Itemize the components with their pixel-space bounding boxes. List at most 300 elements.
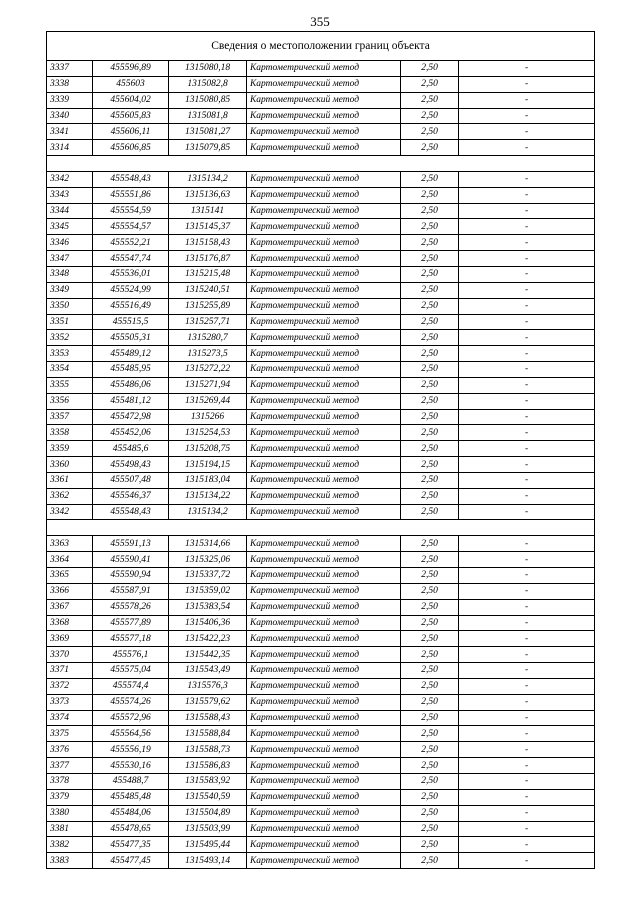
y-coordinate-cell: 1315080,18 xyxy=(169,61,247,77)
x-coordinate-cell: 455488,7 xyxy=(93,773,169,789)
point-number-cell: 3340 xyxy=(47,108,93,124)
table-row xyxy=(47,583,595,599)
point-number-cell: 3344 xyxy=(47,203,93,219)
y-coordinate-cell: 1315273,5 xyxy=(169,346,247,362)
method-cell: Картометрический метод xyxy=(247,599,401,615)
accuracy-cell: 2,50 xyxy=(401,346,459,362)
description-cell: - xyxy=(459,441,595,457)
point-number-cell: 3365 xyxy=(47,568,93,584)
x-coordinate-cell: 455485,6 xyxy=(93,441,169,457)
accuracy-cell: 2,50 xyxy=(401,472,459,488)
method-cell: Картометрический метод xyxy=(247,758,401,774)
method-cell: Картометрический метод xyxy=(247,362,401,378)
table-row xyxy=(47,251,595,267)
x-coordinate-cell: 455591,13 xyxy=(93,536,169,552)
y-coordinate-cell: 1315337,72 xyxy=(169,568,247,584)
method-cell: Картометрический метод xyxy=(247,393,401,409)
accuracy-cell: 2,50 xyxy=(401,694,459,710)
description-cell: - xyxy=(459,235,595,251)
table-row xyxy=(47,488,595,504)
point-number-cell: 3351 xyxy=(47,314,93,330)
method-cell: Картометрический метод xyxy=(247,504,401,520)
point-number-cell: 3347 xyxy=(47,251,93,267)
description-cell: - xyxy=(459,694,595,710)
method-cell: Картометрический метод xyxy=(247,314,401,330)
contour-separator-row xyxy=(47,520,595,536)
accuracy-cell: 2,50 xyxy=(401,140,459,156)
description-cell: - xyxy=(459,251,595,267)
description-cell: - xyxy=(459,61,595,77)
y-coordinate-cell: 1315080,85 xyxy=(169,92,247,108)
point-number-cell: 3341 xyxy=(47,124,93,140)
x-coordinate-cell: 455498,43 xyxy=(93,457,169,473)
y-coordinate-cell: 1315266 xyxy=(169,409,247,425)
table-row xyxy=(47,615,595,631)
table-row xyxy=(47,298,595,314)
accuracy-cell: 2,50 xyxy=(401,568,459,584)
accuracy-cell: 2,50 xyxy=(401,631,459,647)
point-number-cell: 3342 xyxy=(47,171,93,187)
method-cell: Картометрический метод xyxy=(247,472,401,488)
description-cell: - xyxy=(459,663,595,679)
description-cell: - xyxy=(459,821,595,837)
y-coordinate-cell: 1315082,8 xyxy=(169,76,247,92)
accuracy-cell: 2,50 xyxy=(401,758,459,774)
table-row xyxy=(47,773,595,789)
description-cell: - xyxy=(459,853,595,869)
x-coordinate-cell: 455605,83 xyxy=(93,108,169,124)
accuracy-cell: 2,50 xyxy=(401,488,459,504)
table-row xyxy=(47,282,595,298)
table-row xyxy=(47,76,595,92)
accuracy-cell: 2,50 xyxy=(401,821,459,837)
point-number-cell: 3381 xyxy=(47,821,93,837)
description-cell: - xyxy=(459,346,595,362)
accuracy-cell: 2,50 xyxy=(401,314,459,330)
table-row xyxy=(47,330,595,346)
page-number: 355 xyxy=(310,14,330,29)
description-cell: - xyxy=(459,647,595,663)
y-coordinate-cell: 1315208,75 xyxy=(169,441,247,457)
method-cell: Картометрический метод xyxy=(247,726,401,742)
description-cell: - xyxy=(459,599,595,615)
x-coordinate-cell: 455530,16 xyxy=(93,758,169,774)
table-row xyxy=(47,362,595,378)
point-number-cell: 3337 xyxy=(47,61,93,77)
table-row xyxy=(47,203,595,219)
description-cell: - xyxy=(459,773,595,789)
description-cell: - xyxy=(459,472,595,488)
table-row xyxy=(47,599,595,615)
y-coordinate-cell: 1315134,2 xyxy=(169,171,247,187)
accuracy-cell: 2,50 xyxy=(401,377,459,393)
x-coordinate-cell: 455548,43 xyxy=(93,504,169,520)
x-coordinate-cell: 455576,1 xyxy=(93,647,169,663)
table-row xyxy=(47,409,595,425)
accuracy-cell: 2,50 xyxy=(401,266,459,282)
x-coordinate-cell: 455486,06 xyxy=(93,377,169,393)
method-cell: Картометрический метод xyxy=(247,377,401,393)
y-coordinate-cell: 1315272,22 xyxy=(169,362,247,378)
accuracy-cell: 2,50 xyxy=(401,235,459,251)
accuracy-cell: 2,50 xyxy=(401,393,459,409)
accuracy-cell: 2,50 xyxy=(401,536,459,552)
point-number-cell: 3358 xyxy=(47,425,93,441)
table-row xyxy=(47,552,595,568)
accuracy-cell: 2,50 xyxy=(401,805,459,821)
y-coordinate-cell: 1315583,92 xyxy=(169,773,247,789)
y-coordinate-cell: 1315081,8 xyxy=(169,108,247,124)
method-cell: Картометрический метод xyxy=(247,615,401,631)
point-number-cell: 3362 xyxy=(47,488,93,504)
point-number-cell: 3371 xyxy=(47,663,93,679)
method-cell: Картометрический метод xyxy=(247,678,401,694)
point-number-cell: 3348 xyxy=(47,266,93,282)
description-cell: - xyxy=(459,314,595,330)
table-caption-row xyxy=(47,32,595,61)
y-coordinate-cell: 1315240,51 xyxy=(169,282,247,298)
x-coordinate-cell: 455548,43 xyxy=(93,171,169,187)
table-row xyxy=(47,853,595,869)
description-cell: - xyxy=(459,203,595,219)
description-cell: - xyxy=(459,805,595,821)
x-coordinate-cell: 455603 xyxy=(93,76,169,92)
method-cell: Картометрический метод xyxy=(247,441,401,457)
point-number-cell: 3377 xyxy=(47,758,93,774)
x-coordinate-cell: 455547,74 xyxy=(93,251,169,267)
y-coordinate-cell: 1315280,7 xyxy=(169,330,247,346)
description-cell: - xyxy=(459,187,595,203)
point-number-cell: 3355 xyxy=(47,377,93,393)
accuracy-cell: 2,50 xyxy=(401,837,459,853)
table-row xyxy=(47,758,595,774)
method-cell: Картометрический метод xyxy=(247,536,401,552)
point-number-cell: 3368 xyxy=(47,615,93,631)
accuracy-cell: 2,50 xyxy=(401,61,459,77)
method-cell: Картометрический метод xyxy=(247,694,401,710)
x-coordinate-cell: 455485,48 xyxy=(93,789,169,805)
method-cell: Картометрический метод xyxy=(247,488,401,504)
y-coordinate-cell: 1315325,06 xyxy=(169,552,247,568)
x-coordinate-cell: 455546,37 xyxy=(93,488,169,504)
table-row xyxy=(47,219,595,235)
y-coordinate-cell: 1315145,37 xyxy=(169,219,247,235)
x-coordinate-cell: 455516,49 xyxy=(93,298,169,314)
x-coordinate-cell: 455575,04 xyxy=(93,663,169,679)
description-cell: - xyxy=(459,362,595,378)
x-coordinate-cell: 455484,06 xyxy=(93,805,169,821)
point-number-cell: 3339 xyxy=(47,92,93,108)
method-cell: Картометрический метод xyxy=(247,76,401,92)
contour-separator-row xyxy=(47,156,595,172)
method-cell: Картометрический метод xyxy=(247,568,401,584)
accuracy-cell: 2,50 xyxy=(401,853,459,869)
x-coordinate-cell: 455564,56 xyxy=(93,726,169,742)
table-row xyxy=(47,171,595,187)
method-cell: Картометрический метод xyxy=(247,251,401,267)
method-cell: Картометрический метод xyxy=(247,219,401,235)
point-number-cell: 3370 xyxy=(47,647,93,663)
description-cell: - xyxy=(459,298,595,314)
point-number-cell: 3382 xyxy=(47,837,93,853)
accuracy-cell: 2,50 xyxy=(401,171,459,187)
method-cell: Картометрический метод xyxy=(247,108,401,124)
y-coordinate-cell: 1315257,71 xyxy=(169,314,247,330)
y-coordinate-cell: 1315576,3 xyxy=(169,678,247,694)
point-number-cell: 3364 xyxy=(47,552,93,568)
y-coordinate-cell: 1315176,87 xyxy=(169,251,247,267)
description-cell: - xyxy=(459,124,595,140)
x-coordinate-cell: 455477,45 xyxy=(93,853,169,869)
accuracy-cell: 2,50 xyxy=(401,583,459,599)
point-number-cell: 3345 xyxy=(47,219,93,235)
separator-cell xyxy=(47,520,595,536)
table-row xyxy=(47,821,595,837)
x-coordinate-cell: 455606,85 xyxy=(93,140,169,156)
accuracy-cell: 2,50 xyxy=(401,251,459,267)
table-row xyxy=(47,663,595,679)
y-coordinate-cell: 1315359,02 xyxy=(169,583,247,599)
table-row xyxy=(47,425,595,441)
method-cell: Картометрический метод xyxy=(247,710,401,726)
x-coordinate-cell: 455478,65 xyxy=(93,821,169,837)
x-coordinate-cell: 455578,26 xyxy=(93,599,169,615)
x-coordinate-cell: 455552,21 xyxy=(93,235,169,251)
y-coordinate-cell: 1315269,44 xyxy=(169,393,247,409)
table-row xyxy=(47,789,595,805)
method-cell: Картометрический метод xyxy=(247,235,401,251)
x-coordinate-cell: 455577,89 xyxy=(93,615,169,631)
boundary-coordinates-table xyxy=(46,31,595,869)
y-coordinate-cell: 1315141 xyxy=(169,203,247,219)
method-cell: Картометрический метод xyxy=(247,187,401,203)
y-coordinate-cell: 1315503,99 xyxy=(169,821,247,837)
description-cell: - xyxy=(459,536,595,552)
y-coordinate-cell: 1315588,73 xyxy=(169,742,247,758)
point-number-cell: 3366 xyxy=(47,583,93,599)
y-coordinate-cell: 1315586,83 xyxy=(169,758,247,774)
accuracy-cell: 2,50 xyxy=(401,108,459,124)
description-cell: - xyxy=(459,393,595,409)
accuracy-cell: 2,50 xyxy=(401,663,459,679)
table-row xyxy=(47,647,595,663)
y-coordinate-cell: 1315134,22 xyxy=(169,488,247,504)
point-number-cell: 3352 xyxy=(47,330,93,346)
table-row xyxy=(47,504,595,520)
method-cell: Картометрический метод xyxy=(247,409,401,425)
table-row xyxy=(47,837,595,853)
accuracy-cell: 2,50 xyxy=(401,425,459,441)
point-number-cell: 3372 xyxy=(47,678,93,694)
description-cell: - xyxy=(459,583,595,599)
point-number-cell: 3343 xyxy=(47,187,93,203)
method-cell: Картометрический метод xyxy=(247,853,401,869)
x-coordinate-cell: 455477,35 xyxy=(93,837,169,853)
accuracy-cell: 2,50 xyxy=(401,599,459,615)
method-cell: Картометрический метод xyxy=(247,631,401,647)
point-number-cell: 3353 xyxy=(47,346,93,362)
x-coordinate-cell: 455505,31 xyxy=(93,330,169,346)
x-coordinate-cell: 455587,91 xyxy=(93,583,169,599)
method-cell: Картометрический метод xyxy=(247,61,401,77)
table-row xyxy=(47,710,595,726)
y-coordinate-cell: 1315194,15 xyxy=(169,457,247,473)
table-row xyxy=(47,694,595,710)
y-coordinate-cell: 1315254,53 xyxy=(169,425,247,441)
table-row xyxy=(47,266,595,282)
description-cell: - xyxy=(459,219,595,235)
method-cell: Картометрический метод xyxy=(247,282,401,298)
method-cell: Картометрический метод xyxy=(247,647,401,663)
table-row xyxy=(47,678,595,694)
x-coordinate-cell: 455590,41 xyxy=(93,552,169,568)
accuracy-cell: 2,50 xyxy=(401,789,459,805)
y-coordinate-cell: 1315215,48 xyxy=(169,266,247,282)
point-number-cell: 3359 xyxy=(47,441,93,457)
method-cell: Картометрический метод xyxy=(247,266,401,282)
description-cell: - xyxy=(459,140,595,156)
table-row xyxy=(47,346,595,362)
table-row xyxy=(47,124,595,140)
y-coordinate-cell: 1315255,89 xyxy=(169,298,247,314)
description-cell: - xyxy=(459,171,595,187)
point-number-cell: 3378 xyxy=(47,773,93,789)
accuracy-cell: 2,50 xyxy=(401,362,459,378)
point-number-cell: 3338 xyxy=(47,76,93,92)
description-cell: - xyxy=(459,377,595,393)
table-row xyxy=(47,314,595,330)
table-row xyxy=(47,631,595,647)
description-cell: - xyxy=(459,710,595,726)
y-coordinate-cell: 1315588,84 xyxy=(169,726,247,742)
method-cell: Картометрический метод xyxy=(247,773,401,789)
x-coordinate-cell: 455554,57 xyxy=(93,219,169,235)
accuracy-cell: 2,50 xyxy=(401,298,459,314)
method-cell: Картометрический метод xyxy=(247,124,401,140)
table-row xyxy=(47,472,595,488)
y-coordinate-cell: 1315406,36 xyxy=(169,615,247,631)
accuracy-cell: 2,50 xyxy=(401,615,459,631)
y-coordinate-cell: 1315271,94 xyxy=(169,377,247,393)
accuracy-cell: 2,50 xyxy=(401,409,459,425)
y-coordinate-cell: 1315504,89 xyxy=(169,805,247,821)
y-coordinate-cell: 1315493,14 xyxy=(169,853,247,869)
y-coordinate-cell: 1315158,43 xyxy=(169,235,247,251)
point-number-cell: 3361 xyxy=(47,472,93,488)
accuracy-cell: 2,50 xyxy=(401,742,459,758)
table-row xyxy=(47,92,595,108)
method-cell: Картометрический метод xyxy=(247,330,401,346)
description-cell: - xyxy=(459,330,595,346)
table-row xyxy=(47,61,595,77)
point-number-cell: 3380 xyxy=(47,805,93,821)
accuracy-cell: 2,50 xyxy=(401,92,459,108)
y-coordinate-cell: 1315495,44 xyxy=(169,837,247,853)
table-row xyxy=(47,536,595,552)
y-coordinate-cell: 1315136,63 xyxy=(169,187,247,203)
description-cell: - xyxy=(459,758,595,774)
table-row xyxy=(47,726,595,742)
x-coordinate-cell: 455574,26 xyxy=(93,694,169,710)
y-coordinate-cell: 1315540,59 xyxy=(169,789,247,805)
accuracy-cell: 2,50 xyxy=(401,726,459,742)
method-cell: Картометрический метод xyxy=(247,346,401,362)
point-number-cell: 3373 xyxy=(47,694,93,710)
x-coordinate-cell: 455452,06 xyxy=(93,425,169,441)
table-row xyxy=(47,441,595,457)
accuracy-cell: 2,50 xyxy=(401,552,459,568)
table-row xyxy=(47,108,595,124)
method-cell: Картометрический метод xyxy=(247,663,401,679)
point-number-cell: 3374 xyxy=(47,710,93,726)
accuracy-cell: 2,50 xyxy=(401,773,459,789)
point-number-cell: 3383 xyxy=(47,853,93,869)
method-cell: Картометрический метод xyxy=(247,140,401,156)
accuracy-cell: 2,50 xyxy=(401,76,459,92)
method-cell: Картометрический метод xyxy=(247,203,401,219)
description-cell: - xyxy=(459,457,595,473)
y-coordinate-cell: 1315314,66 xyxy=(169,536,247,552)
accuracy-cell: 2,50 xyxy=(401,330,459,346)
point-number-cell: 3314 xyxy=(47,140,93,156)
x-coordinate-cell: 455472,98 xyxy=(93,409,169,425)
method-cell: Картометрический метод xyxy=(247,789,401,805)
description-cell: - xyxy=(459,409,595,425)
description-cell: - xyxy=(459,837,595,853)
x-coordinate-cell: 455515,5 xyxy=(93,314,169,330)
x-coordinate-cell: 455485,95 xyxy=(93,362,169,378)
method-cell: Картометрический метод xyxy=(247,837,401,853)
x-coordinate-cell: 455572,96 xyxy=(93,710,169,726)
x-coordinate-cell: 455489,12 xyxy=(93,346,169,362)
point-number-cell: 3350 xyxy=(47,298,93,314)
y-coordinate-cell: 1315422,23 xyxy=(169,631,247,647)
x-coordinate-cell: 455574,4 xyxy=(93,678,169,694)
table-row xyxy=(47,805,595,821)
description-cell: - xyxy=(459,631,595,647)
x-coordinate-cell: 455577,18 xyxy=(93,631,169,647)
x-coordinate-cell: 455596,89 xyxy=(93,61,169,77)
table-row xyxy=(47,457,595,473)
description-cell: - xyxy=(459,726,595,742)
y-coordinate-cell: 1315543,49 xyxy=(169,663,247,679)
description-cell: - xyxy=(459,552,595,568)
point-number-cell: 3346 xyxy=(47,235,93,251)
method-cell: Картометрический метод xyxy=(247,583,401,599)
method-cell: Картометрический метод xyxy=(247,821,401,837)
table-row xyxy=(47,568,595,584)
y-coordinate-cell: 1315442,35 xyxy=(169,647,247,663)
accuracy-cell: 2,50 xyxy=(401,124,459,140)
table-row xyxy=(47,393,595,409)
description-cell: - xyxy=(459,76,595,92)
x-coordinate-cell: 455524,99 xyxy=(93,282,169,298)
table-body xyxy=(47,32,595,869)
x-coordinate-cell: 455590,94 xyxy=(93,568,169,584)
accuracy-cell: 2,50 xyxy=(401,282,459,298)
description-cell: - xyxy=(459,266,595,282)
description-cell: - xyxy=(459,678,595,694)
point-number-cell: 3356 xyxy=(47,393,93,409)
table-row xyxy=(47,140,595,156)
y-coordinate-cell: 1315588,43 xyxy=(169,710,247,726)
description-cell: - xyxy=(459,425,595,441)
point-number-cell: 3376 xyxy=(47,742,93,758)
point-number-cell: 3375 xyxy=(47,726,93,742)
x-coordinate-cell: 455556,19 xyxy=(93,742,169,758)
method-cell: Картометрический метод xyxy=(247,457,401,473)
table-caption: Сведения о местоположении границ объекта xyxy=(47,32,595,61)
